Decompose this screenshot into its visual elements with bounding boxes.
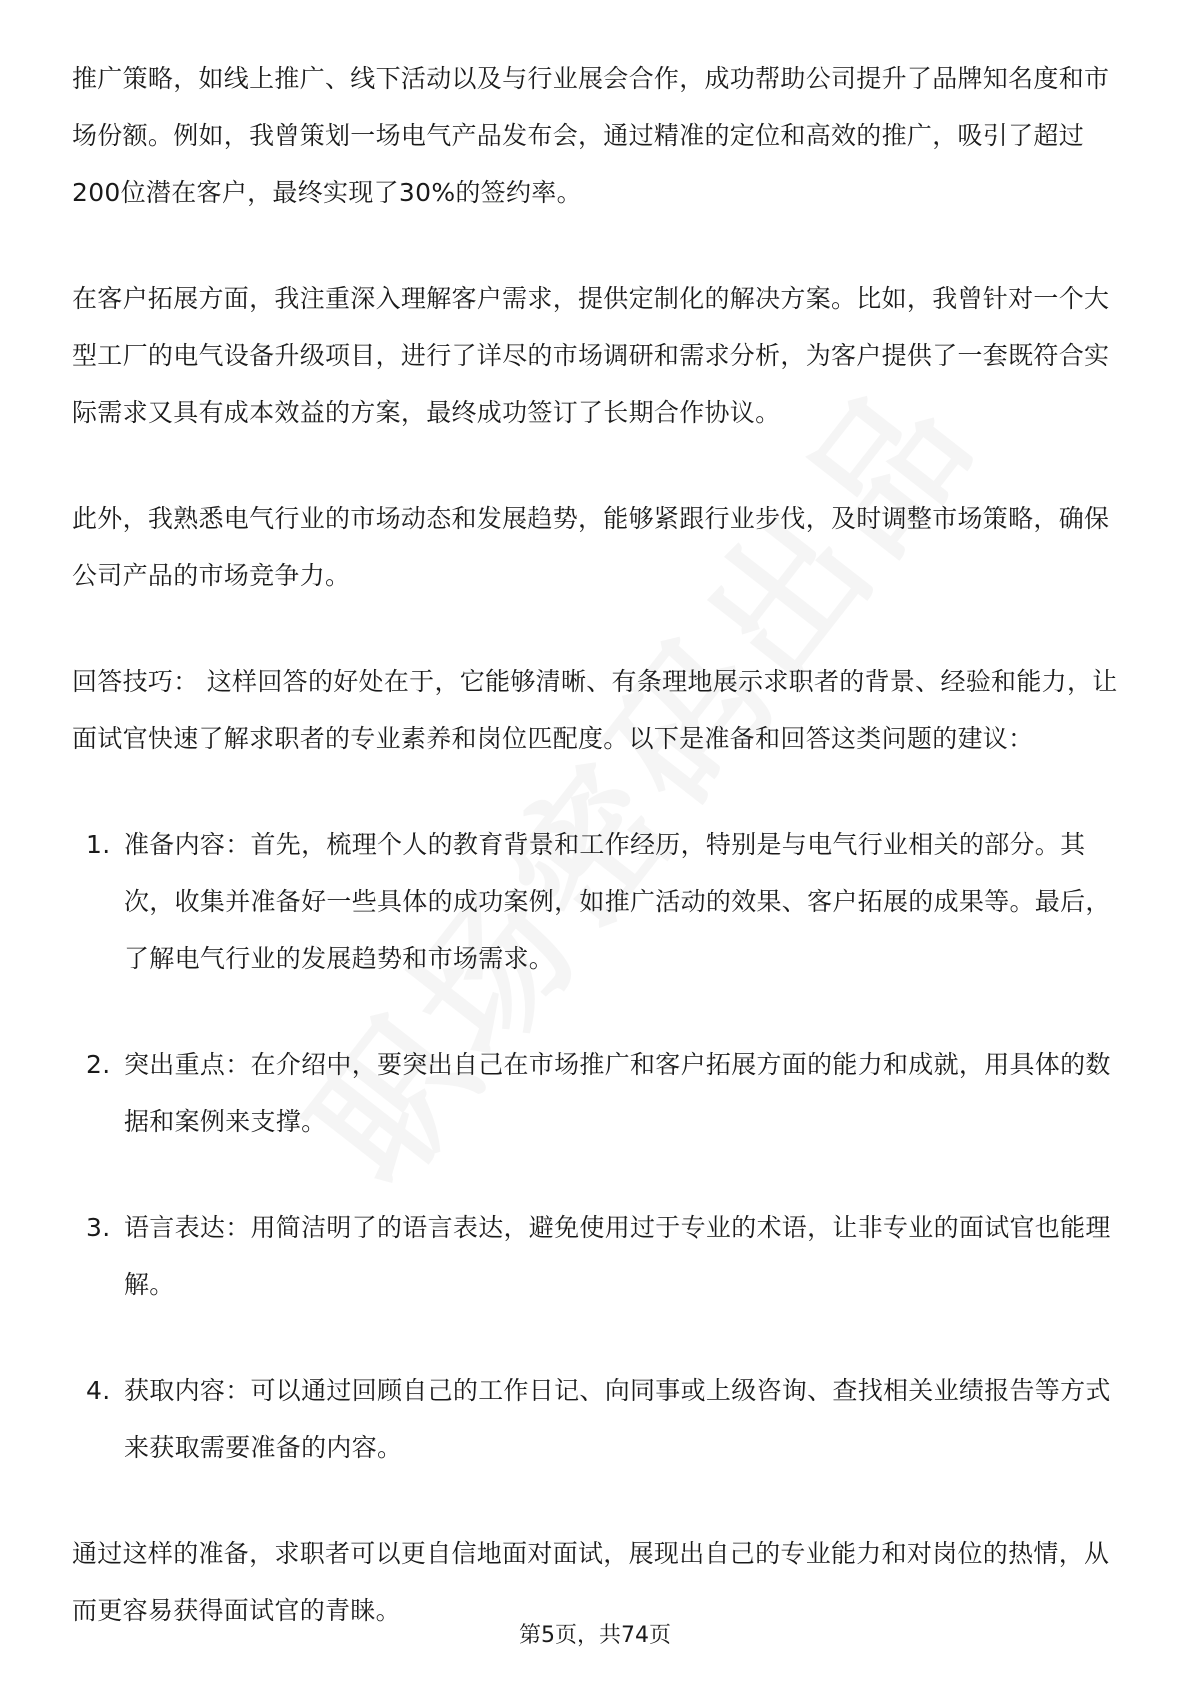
list-number: 2. (86, 1050, 111, 1079)
paragraph-customer-expansion: 在客户拓展方面，我注重深入理解客户需求，提供定制化的解决方案。比如，我曾针对一个大型工厂的电气设备升级项目，进行了详尽的市场调研和需求分析，为客户提供了一套既符合实际需求又具有成本效益的方案，最终成功签订了长期合作协议。 (72, 284, 1110, 427)
document-page (72, 50, 1122, 1639)
page-number: 第5页，共74页 (519, 1623, 671, 1648)
paragraph-answer-tips: 回答技巧： 这样回答的好处在于，它能够清晰、有条理地展示求职者的背景、经验和能力，让面试官快速了解求职者的专业素养和岗位匹配度。以下是准备和回答这类问题的建议： (72, 667, 1118, 753)
list-text: 准备内容：首先，梳理个人的教育背景和工作经历，特别是与电气行业相关的部分。其次，收集并准备好一些具体的成功案例，如推广活动的效果、客户拓展的成果等。最后，了解电气行业的发展趋势和市场需求。 (124, 830, 1111, 973)
list-item (72, 816, 1122, 987)
list-text: 语言表达：用简洁明了的语言表达，避免使用过于专业的术语，让非专业的面试官也能理解。 (124, 1213, 1111, 1299)
list-text: 获取内容：可以通过回顾自己的工作日记、向同事或上级咨询、查找相关业绩报告等方式来获取需要准备的内容。 (124, 1376, 1111, 1462)
list-number: 4. (86, 1376, 111, 1405)
list-number: 1. (86, 830, 111, 859)
list-number: 3. (86, 1213, 111, 1242)
paragraph-conclusion: 通过这样的准备，求职者可以更自信地面对面试，展现出自己的专业能力和对岗位的热情，从而更容易获得面试官的青睐。 (72, 1539, 1110, 1625)
list-item (72, 1199, 1122, 1313)
paragraph-industry-knowledge: 此外，我熟悉电气行业的市场动态和发展趋势，能够紧跟行业步伐，及时调整市场策略，确保公司产品的市场竞争力。 (72, 504, 1110, 590)
tips-list (72, 816, 1122, 1476)
list-text: 突出重点：在介绍中，要突出自己在市场推广和客户拓展方面的能力和成就，用具体的数据和案例来支撑。 (124, 1050, 1111, 1136)
list-item (72, 1362, 1122, 1476)
paragraph-promotion: 推广策略，如线上推广、线下活动以及与行业展会合作，成功帮助公司提升了品牌知名度和市场份额。例如，我曾策划一场电气产品发布会，通过精准的定位和高效的推广，吸引了超过200位潜在客户，最终实现了30%的签约率。 (72, 64, 1110, 207)
list-item (72, 1036, 1122, 1150)
